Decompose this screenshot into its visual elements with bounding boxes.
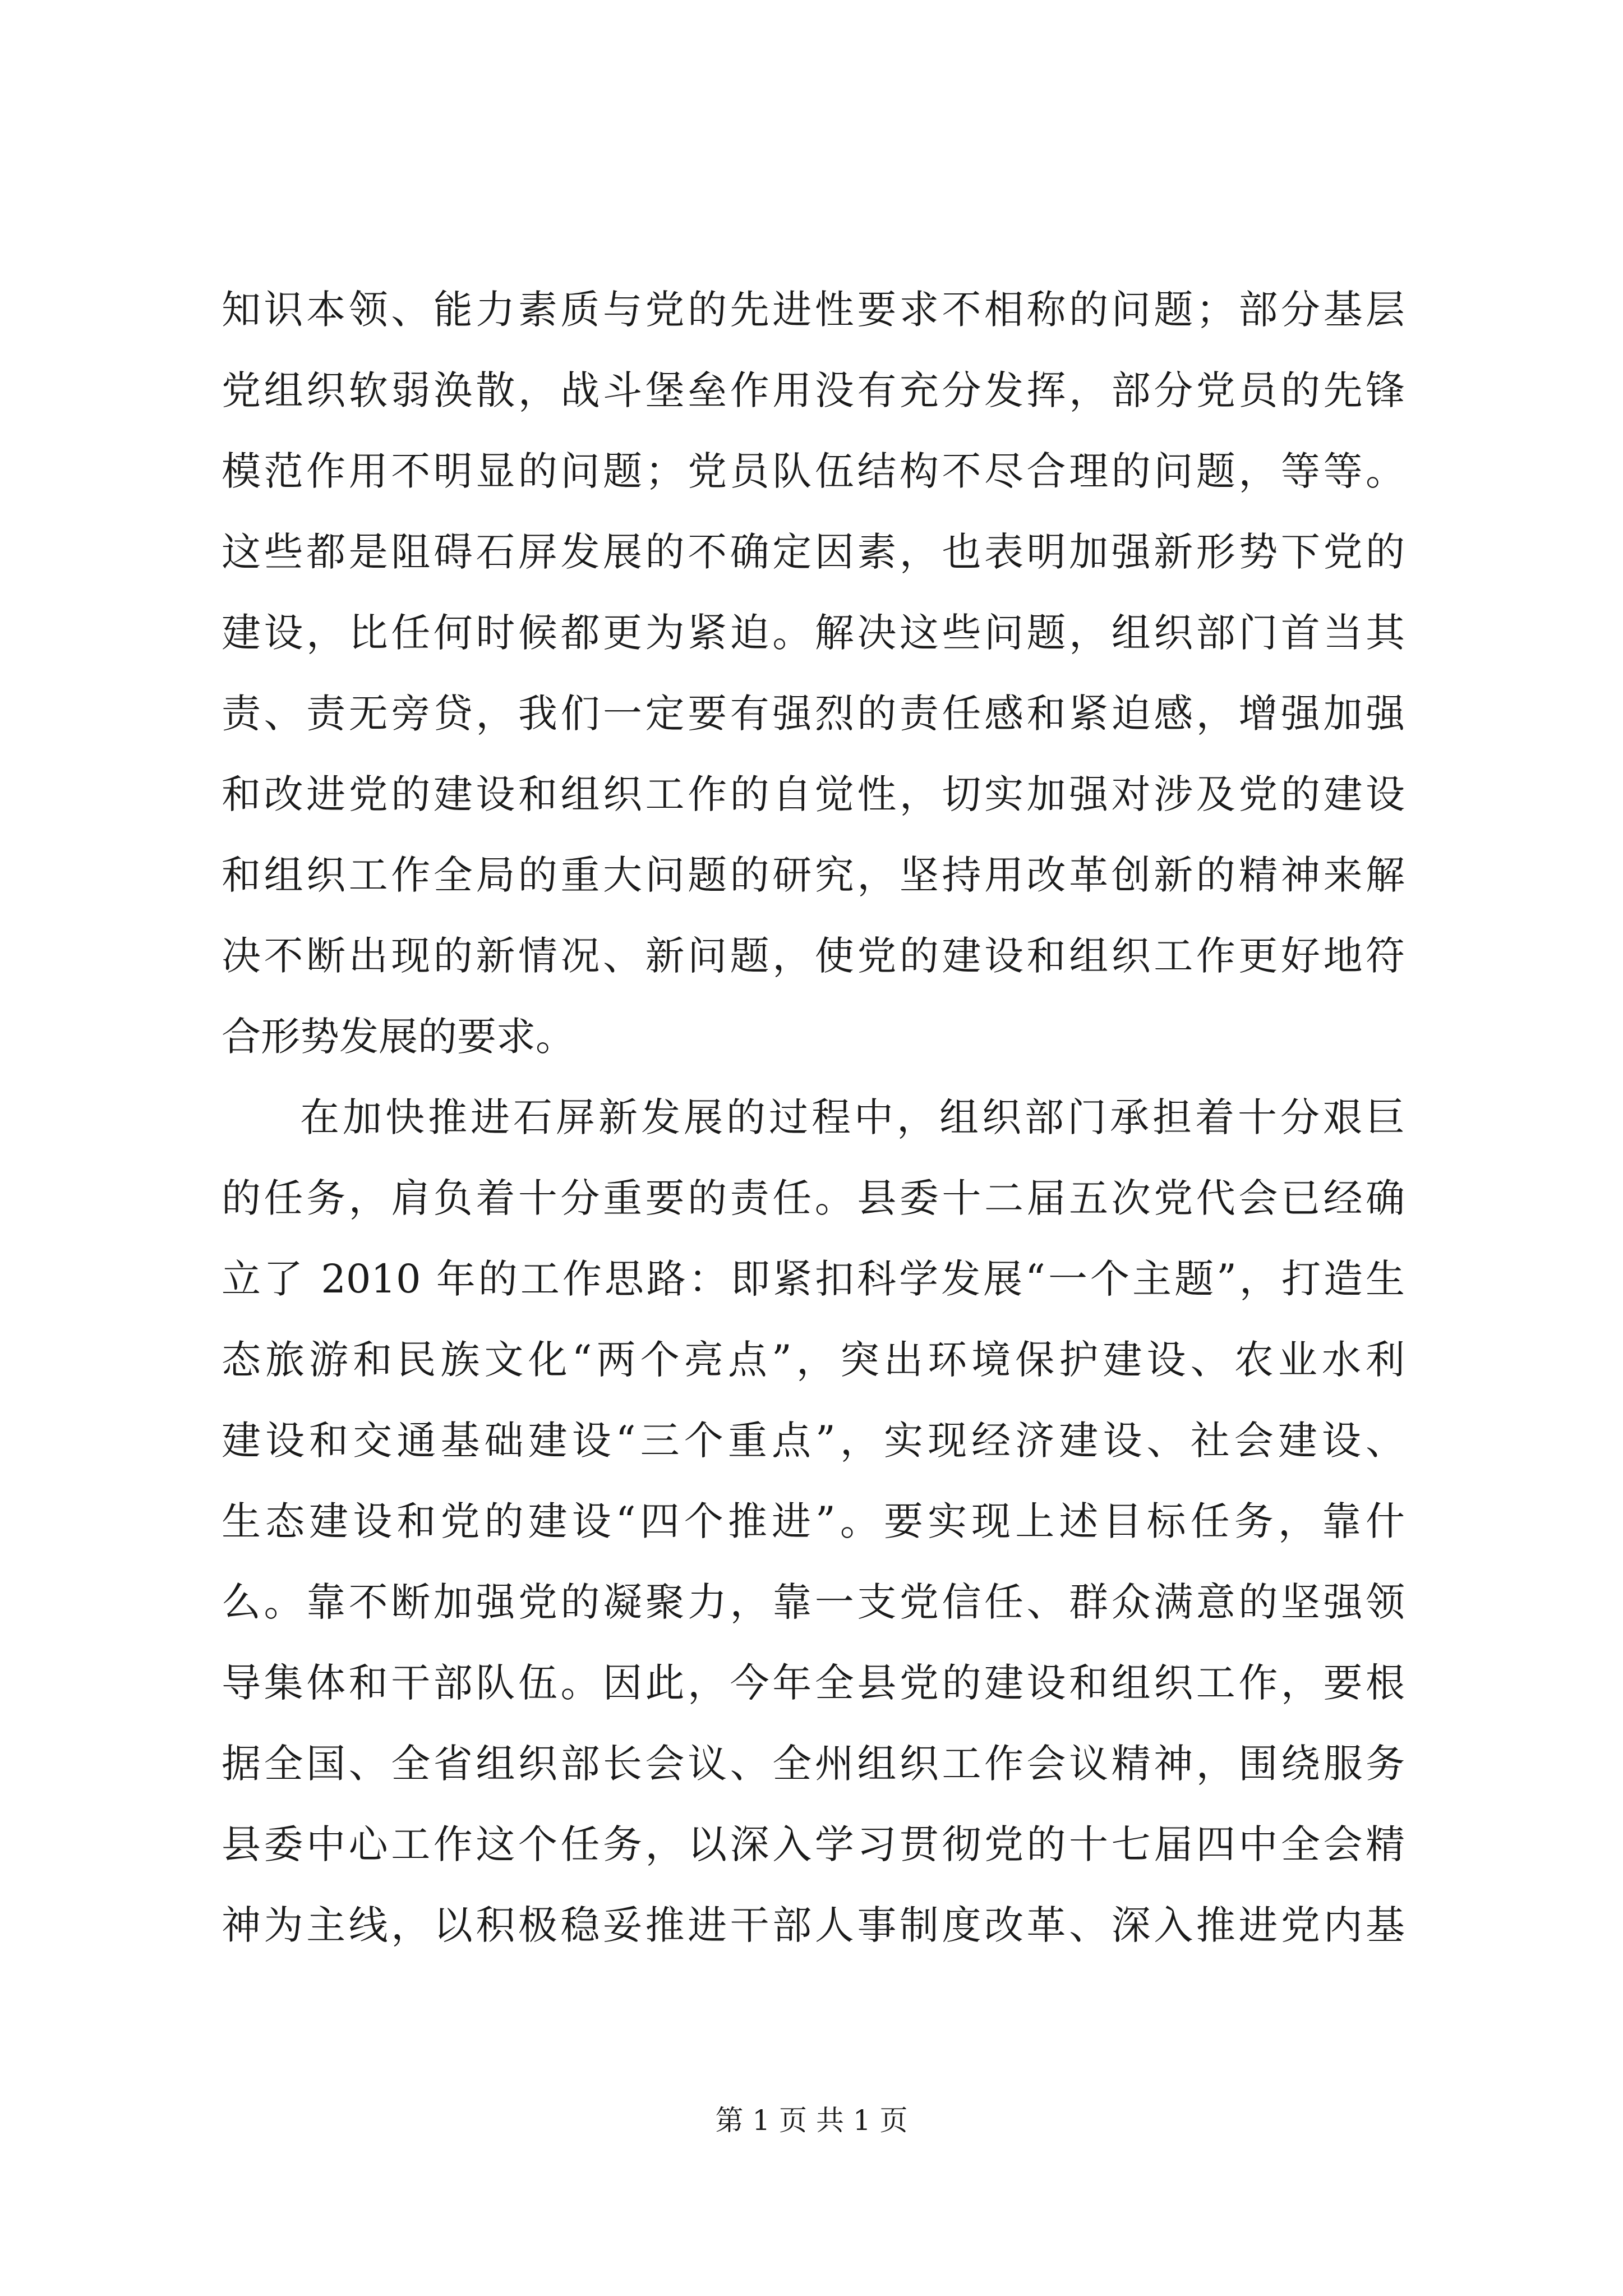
text-line: 立了 2010 年的工作思路：即紧扣科学发展“一个主题”，打造生 xyxy=(222,1256,1405,1302)
text-line: 导集体和干部队伍。因此，今年全县党的建设和组织工作，要根 xyxy=(222,1660,1405,1706)
text-line: 建设和交通基础建设“三个重点”，实现经济建设、社会建设、 xyxy=(222,1418,1405,1464)
text-line: 在加快推进石屏新发展的过程中，组织部门承担着十分艰巨 xyxy=(300,1094,1405,1140)
text-line: 党组织软弱涣散，战斗堡垒作用没有充分发挥，部分党员的先锋 xyxy=(222,367,1405,413)
text-line: 和组织工作全局的重大问题的研究，坚持用改革创新的精神来解 xyxy=(222,852,1405,898)
paragraph-1 xyxy=(222,269,1405,1077)
page-footer: 第 1 页 共 1 页 xyxy=(715,2104,908,2137)
text-line: 这些都是阻碍石屏发展的不确定因素，也表明加强新形势下党的 xyxy=(222,529,1405,575)
text-line: 知识本领、能力素质与党的先进性要求不相称的问题；部分基层 xyxy=(222,287,1405,333)
document-body xyxy=(222,269,1405,1966)
text-line: 神为主线，以积极稳妥推进干部人事制度改革、深入推进党内基 xyxy=(222,1902,1405,1948)
text-line: 合形势发展的要求。 xyxy=(222,1014,575,1060)
text-line: 生态建设和党的建设“四个推进”。要实现上述目标任务，靠什 xyxy=(222,1498,1405,1544)
text-line: 的任务，肩负着十分重要的责任。县委十二届五次党代会已经确 xyxy=(222,1175,1405,1221)
text-line: 么。靠不断加强党的凝聚力，靠一支党信任、群众满意的坚强领 xyxy=(222,1579,1405,1625)
text-line: 县委中心工作这个任务，以深入学习贯彻党的十七届四中全会精 xyxy=(222,1821,1405,1867)
text-line: 和改进党的建设和组织工作的自觉性，切实加强对涉及党的建设 xyxy=(222,771,1405,817)
text-line: 据全国、全省组织部长会议、全州组织工作会议精神，围绕服务 xyxy=(222,1741,1405,1787)
paragraph-2 xyxy=(222,1077,1405,1966)
text-line: 决不断出现的新情况、新问题，使党的建设和组织工作更好地符 xyxy=(222,933,1405,979)
text-line: 责、责无旁贷，我们一定要有强烈的责任感和紧迫感，增强加强 xyxy=(222,691,1405,737)
text-line: 态旅游和民族文化“两个亮点”，突出环境保护建设、农业水利 xyxy=(222,1337,1405,1383)
text-line: 建设，比任何时候都更为紧迫。解决这些问题，组织部门首当其 xyxy=(222,610,1405,656)
text-line: 模范作用不明显的问题；党员队伍结构不尽合理的问题，等等。 xyxy=(222,448,1405,494)
